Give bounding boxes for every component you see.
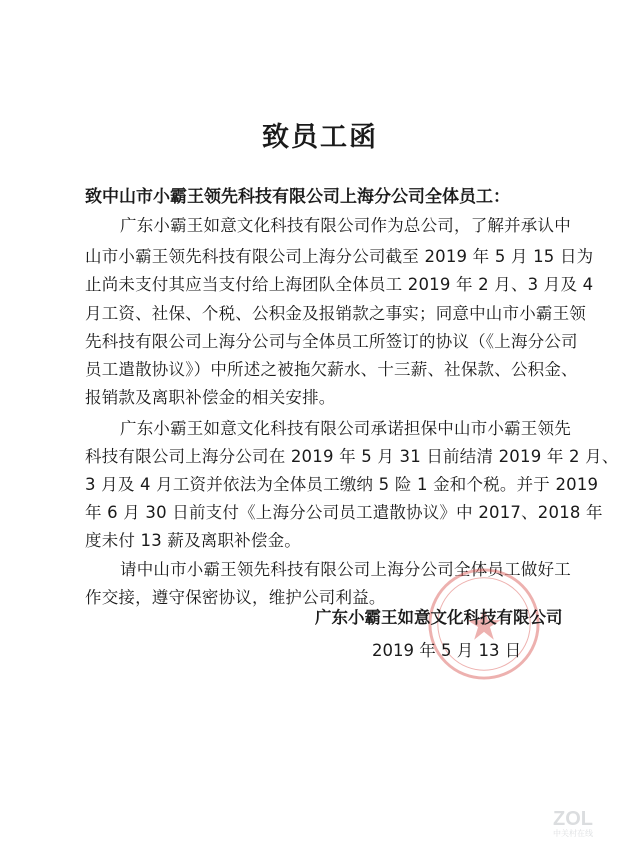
paragraph-2-line-5: 度未付 13 薪及离职补偿金。 [85,531,301,550]
zol-watermark-logo [538,805,608,839]
paragraph-1-line-4: 月工资、社保、个税、公积金及报销款之事实；同意中山市小霸王领 [85,304,586,323]
paragraph-3-line-2: 作交接，遵守保密协议，维护公司利益。 [85,588,386,607]
paragraph-1-line-2: 山市小霸王领先科技有限公司上海分公司截至 2019 年 5 月 15 日为 [85,247,594,266]
signature-company: 广东小霸王如意文化科技有限公司 [315,608,563,627]
salutation: 致中山市小霸王领先科技有限公司上海分公司全体员工： [85,187,510,207]
paragraph-2-line-3: 3 月及 4 月工资并依法为全体员工缴纳 5 险 1 金和个税。并于 2019 [85,475,599,494]
signature-date: 2019 年 5 月 13 日 [372,641,522,660]
svg-text:ZOL: ZOL [553,808,593,830]
paragraph-1-line-5: 先科技有限公司上海分公司与全体员工所签订的协议（《上海分公司 [85,332,578,351]
paragraph-1-line-6: 员工遣散协议》）中所述之被拖欠薪水、十三薪、社保款、公积金、 [85,360,578,379]
letter-title: 致员工函 [262,122,378,153]
svg-text:中关村在线: 中关村在线 [553,829,593,838]
paragraph-2-line-1: 广东小霸王如意文化科技有限公司承诺担保中山市小霸王领先 [120,419,571,438]
paragraph-1-line-3: 止尚未支付其应当支付给上海团队全体员工 2019 年 2 月、3 月及 4 [85,275,594,294]
paragraph-3-line-1: 请中山市小霸王领先科技有限公司上海分公司全体员工做好工 [120,560,571,579]
paragraph-1-line-7: 报销款及离职补偿金的相关安排。 [85,388,336,407]
paragraph-2-line-4: 年 6 月 30 日前支付《上海分公司员工遣散协议》中 2017、2018 年 [85,503,603,522]
paragraph-1-line-1: 广东小霸王如意文化科技有限公司作为总公司，了解并承认中 [120,216,571,235]
paragraph-2-line-2: 科技有限公司上海分公司在 2019 年 5 月 31 日前结清 2019 年 2 月、 [85,447,619,466]
